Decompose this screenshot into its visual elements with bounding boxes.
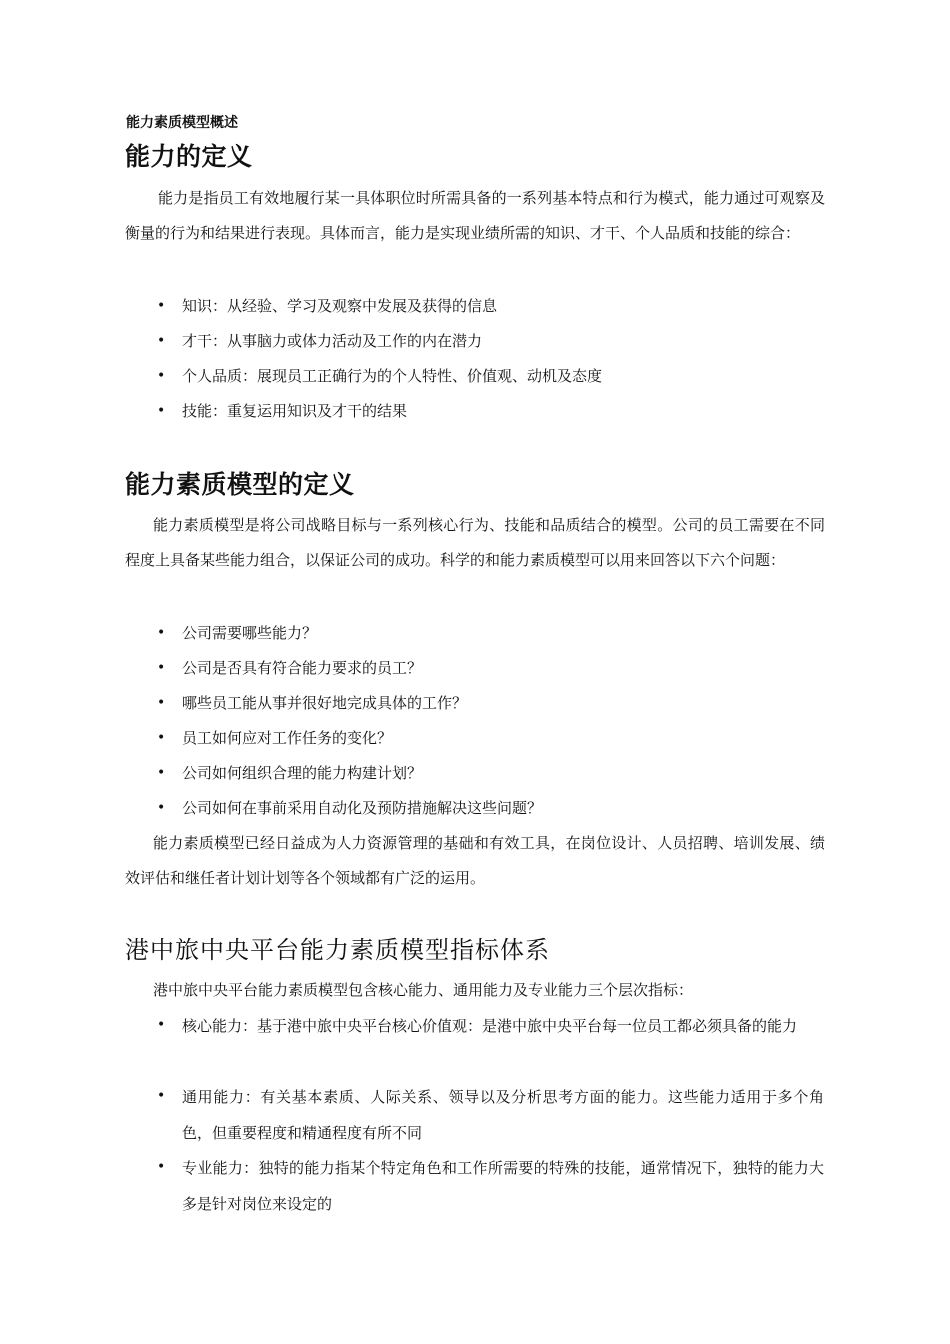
section-heading-ability-definition: 能力的定义	[125, 142, 253, 171]
bullet-icon: •	[157, 1088, 166, 1104]
bullet-icon: •	[157, 1017, 166, 1033]
list-item: • 专业能力：独特的能力指某个特定角色和工作所需要的特殊的技能，通常情况下，独特的能力大多是针对岗位来设定的	[0, 1150, 950, 1221]
section1-bullet-list	[0, 289, 950, 429]
section1-paragraph: 能力是指员工有效地履行某一具体职位时所需具备的一系列基本特点和行为模式，能力通过可观察及衡量的行为和结果进行表现。具体而言，能力是实现业绩所需的知识、才干、个人品质和技能的综合：	[125, 189, 825, 242]
list-item: • 核心能力：基于港中旅中央平台核心价值观：是港中旅中央平台每一位员工都必须具备的能力	[0, 1008, 950, 1079]
list-item: • 公司如何在事前采用自动化及预防措施解决这些问题？	[0, 791, 950, 826]
list-item: • 公司需要哪些能力？	[0, 616, 950, 651]
section2-paragraph: 能力素质模型是将公司战略目标与一系列核心行为、技能和品质结合的模型。公司的员工需要在不同程度上具备某些能力组合，以保证公司的成功。科学的和能力素质模型可以用来回答以下六个问题：	[125, 516, 825, 569]
section2-closing-paragraph: 能力素质模型已经日益成为人力资源管理的基础和有效工具，在岗位设计、人员招聘、培训发展、绩效评估和继任者计划计划等各个领域都有广泛的运用。	[125, 834, 825, 887]
bullet-icon: •	[157, 695, 166, 711]
list-item: • 知识：从经验、学习及观察中发展及获得的信息	[0, 289, 950, 324]
list-item: • 哪些员工能从事并很好地完成具体的工作？	[0, 686, 950, 721]
list-item: • 技能：重复运用知识及才干的结果	[0, 394, 950, 429]
bullet-icon: •	[157, 730, 166, 746]
list-item: • 公司是否具有符合能力要求的员工？	[0, 651, 950, 686]
section3-bullet-list	[0, 1008, 950, 1221]
list-item: • 才干：从事脑力或体力活动及工作的内在潜力	[0, 324, 950, 359]
bullet-icon: •	[157, 625, 166, 641]
section-heading-indicator-system: 港中旅中央平台能力素质模型指标体系	[125, 936, 550, 964]
bullet-icon: •	[157, 1159, 166, 1175]
bullet-icon: •	[157, 333, 166, 349]
list-item: • 个人品质：展现员工正确行为的个人特性、价值观、动机及态度	[0, 359, 950, 394]
bullet-icon: •	[157, 368, 166, 384]
bullet-icon: •	[157, 403, 166, 419]
bullet-icon: •	[157, 800, 166, 816]
section-heading-competency-model-definition: 能力素质模型的定义	[125, 470, 355, 499]
list-item: • 公司如何组织合理的能力构建计划？	[0, 756, 950, 791]
document-title: 能力素质模型概述	[126, 115, 238, 131]
list-item: • 员工如何应对工作任务的变化？	[0, 721, 950, 756]
bullet-icon: •	[157, 660, 166, 676]
bullet-icon: •	[157, 765, 166, 781]
section3-paragraph: 港中旅中央平台能力素质模型包含核心能力、通用能力及专业能力三个层次指标：	[153, 981, 694, 999]
bullet-icon: •	[157, 298, 166, 314]
list-item: • 通用能力：有关基本素质、人际关系、领导以及分析思考方面的能力。这些能力适用于多个角色，但重要程度和精通程度有所不同	[0, 1079, 950, 1150]
section2-bullet-list	[0, 616, 950, 826]
